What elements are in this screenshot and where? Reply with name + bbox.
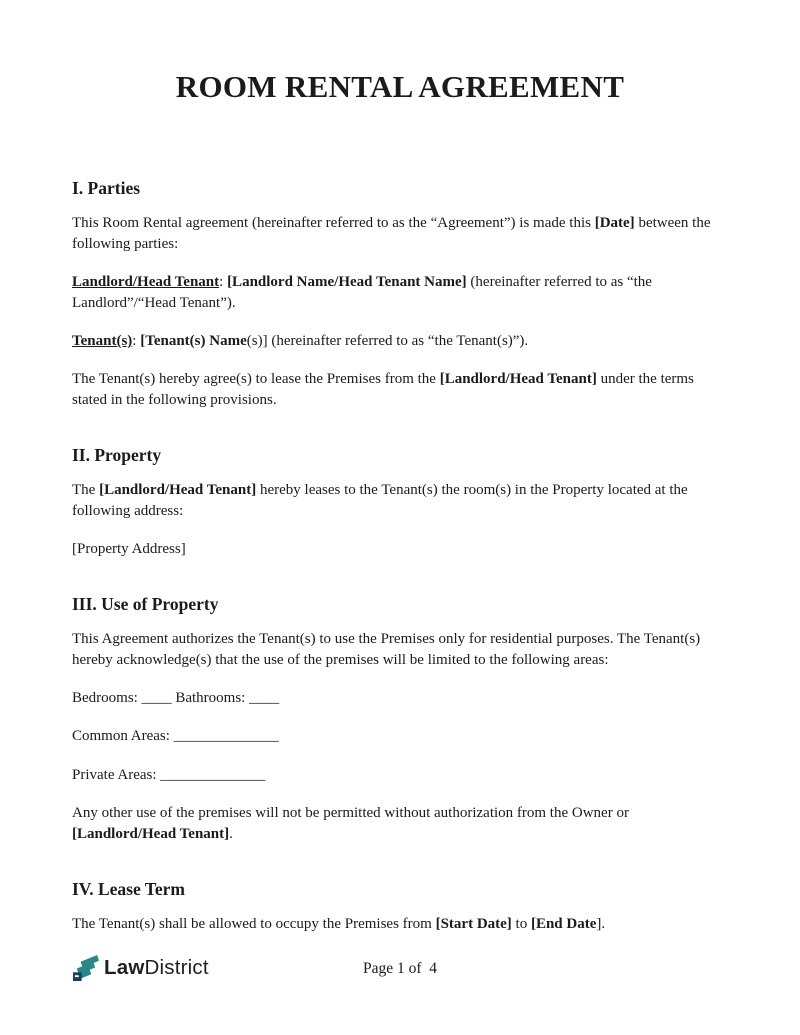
section-heading-lease-term: IV. Lease Term — [72, 878, 185, 899]
paragraph-lease-agreement: The Tenant(s) hereby agree(s) to lease the Premises from the [Landlord/Head Tenant] under the terms stated in the following provisions. — [72, 371, 694, 409]
field-bedrooms-bathrooms: Bedrooms: ____ Bathrooms: ____ — [72, 690, 280, 707]
section-heading-property: II. Property — [72, 445, 162, 466]
paragraph-tenant-definition: Tenant(s): [Tenant(s) Name(s)] (hereinafter referred to as “the Tenant(s)”). — [72, 333, 529, 350]
brand-district: District — [144, 955, 209, 979]
section-heading-parties: I. Parties — [72, 178, 141, 198]
paragraph-use-authorization: This Agreement authorizes the Tenant(s) to use the Premises only for residential purposes. The Tenant(s) hereby acknowledge(s) that the use of the premises will be limited to the following areas: — [72, 630, 701, 668]
paragraph-parties-intro: This Room Rental agreement (hereinafter referred to as the “Agreement”) is made this [Date] between the following parties: — [72, 215, 711, 252]
paragraph-property-address: [Property Address] — [72, 541, 186, 558]
page-number: Page 1 of 4 — [362, 960, 438, 977]
section-heading-use-of-property: III. Use of Property — [72, 593, 219, 614]
paragraph-property-lease: The [Landlord/Head Tenant] hereby leases to the Tenant(s) the room(s) in the Property located at the following address: — [72, 482, 688, 519]
field-common-areas: Common Areas: ______________ — [72, 728, 279, 745]
paragraph-landlord-definition: Landlord/Head Tenant: [Landlord Name/Head Tenant Name] (hereinafter referred to as “the Landlord”/“Head Tenant”). — [72, 274, 652, 311]
paragraph-occupancy-dates: The Tenant(s) shall be allowed to occupy the Premises from [Start Date] to [End Date]. — [72, 915, 606, 932]
document-title: ROOM RENTAL AGREEMENT — [175, 69, 625, 104]
paragraph-use-restriction: Any other use of the premises will not be permitted without authorization from the Owner or [Landlord/Head Tenant]. — [72, 804, 629, 842]
field-private-areas: Private Areas: ______________ — [72, 766, 266, 783]
brand-law: Law — [104, 955, 145, 979]
footer — [72, 950, 728, 986]
